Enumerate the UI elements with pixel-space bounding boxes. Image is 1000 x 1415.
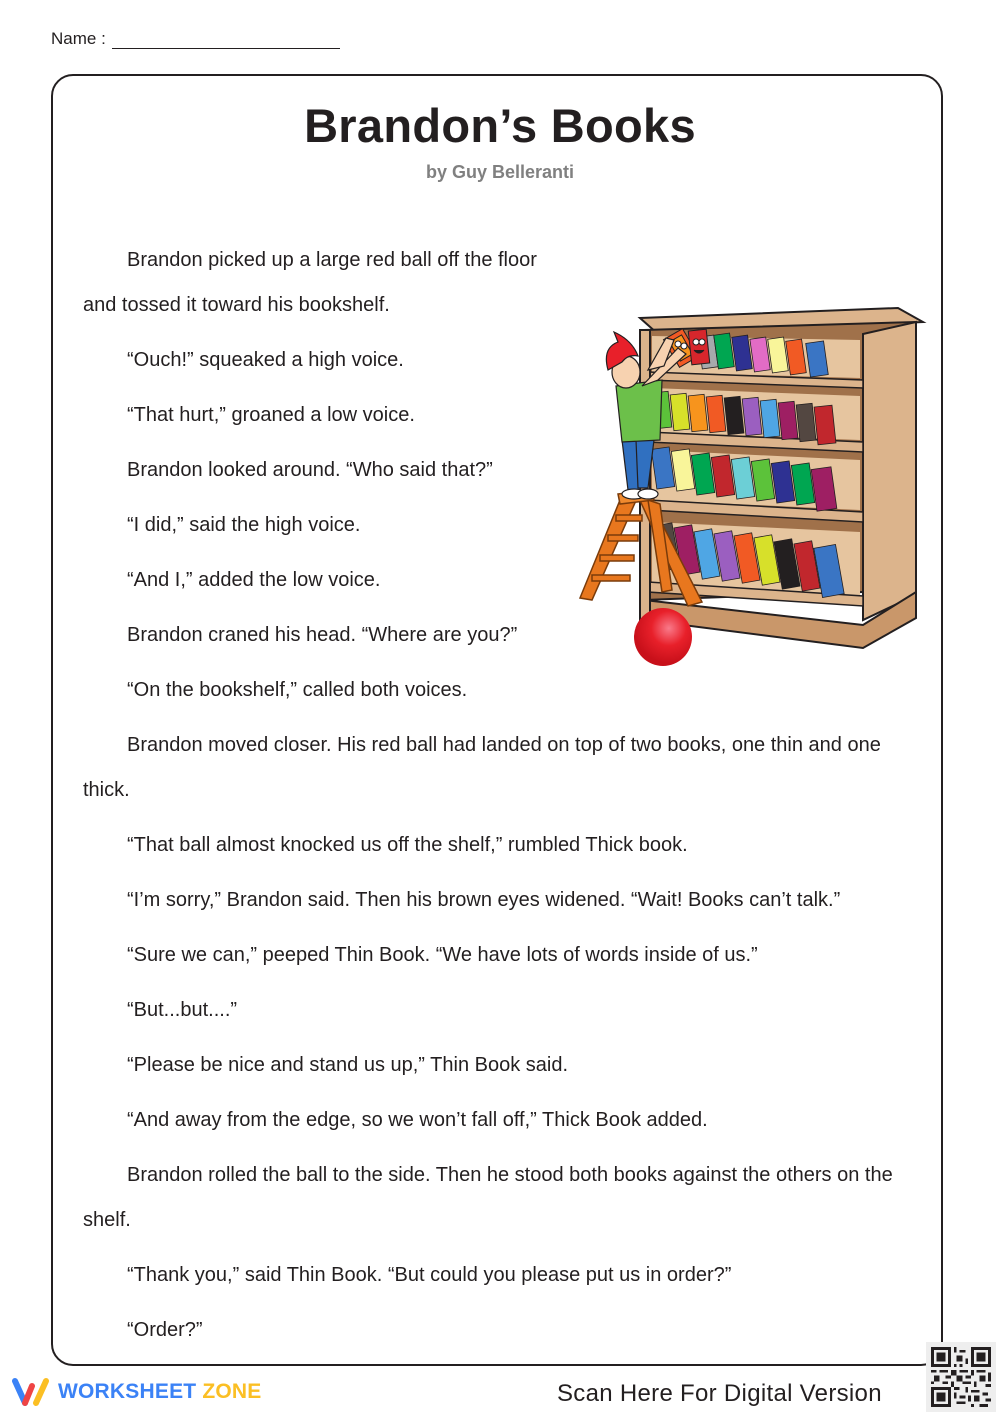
- story-paragraph: “I’m sorry,” Brandon said. Then his brown eyes widened. “Wait! Books can’t talk.”: [127, 889, 841, 911]
- story-paragraph: Brandon moved closer. His red ball had landed on top of two books, one thin and one thick.: [83, 734, 881, 801]
- story-paragraph: “And away from the edge, so we won’t fall off,” Thick Book added.: [127, 1109, 708, 1131]
- worksheetzone-logo-icon: [10, 1376, 52, 1408]
- story-paragraph: Brandon looked around. “Who said that?”: [127, 459, 493, 481]
- logo-text: [58, 1380, 261, 1404]
- story-paragraph: “Ouch!” squeaked a high voice.: [127, 349, 404, 371]
- story-paragraph: “Order?”: [127, 1319, 203, 1341]
- worksheetzone-logo[interactable]: [10, 1376, 261, 1408]
- logo-word-zone: ZONE: [202, 1380, 262, 1403]
- story-paragraph: “Please be nice and stand us up,” Thin Book said.: [127, 1054, 569, 1076]
- story-paragraph: “I did,” said the high voice.: [127, 514, 361, 536]
- story-paragraph: “Sure we can,” peeped Thin Book. “We have lots of words inside of us.”: [127, 944, 758, 966]
- story-paragraph: “Thank you,” said Thin Book. “But could you please put us in order?”: [127, 1264, 732, 1286]
- story-author: by Guy Belleranti: [425, 162, 575, 182]
- story-paragraph: “But...but....”: [127, 999, 238, 1021]
- qr-code-icon: [931, 1347, 991, 1407]
- story-paragraph: “On the bookshelf,” called both voices.: [127, 679, 468, 701]
- story-paragraph: Brandon picked up a large red ball off the floor and tossed it toward his bookshelf.: [83, 249, 537, 316]
- story-title: Brandon’s Books: [304, 99, 696, 152]
- logo-word-worksheet: WORKSHEET: [58, 1380, 197, 1403]
- story-paragraph: Brandon rolled the ball to the side. Then he stood both books against the others on the shelf.: [83, 1164, 893, 1231]
- story-paragraph: “That hurt,” groaned a low voice.: [127, 404, 415, 426]
- qr-code[interactable]: [926, 1342, 996, 1412]
- scan-label: Scan Here For Digital Version: [557, 1380, 882, 1407]
- red-ball-icon: [634, 608, 692, 666]
- name-input-line[interactable]: [112, 28, 340, 49]
- story-paragraph: “That ball almost knocked us off the shelf,” rumbled Thick book.: [127, 834, 688, 856]
- bookshelf-illustration: [578, 300, 933, 672]
- story-paragraph: “And I,” added the low voice.: [127, 569, 381, 591]
- story-paragraph: Brandon craned his head. “Where are you?”: [127, 624, 518, 646]
- name-field-row: [51, 28, 340, 49]
- name-label: Name :: [51, 29, 106, 48]
